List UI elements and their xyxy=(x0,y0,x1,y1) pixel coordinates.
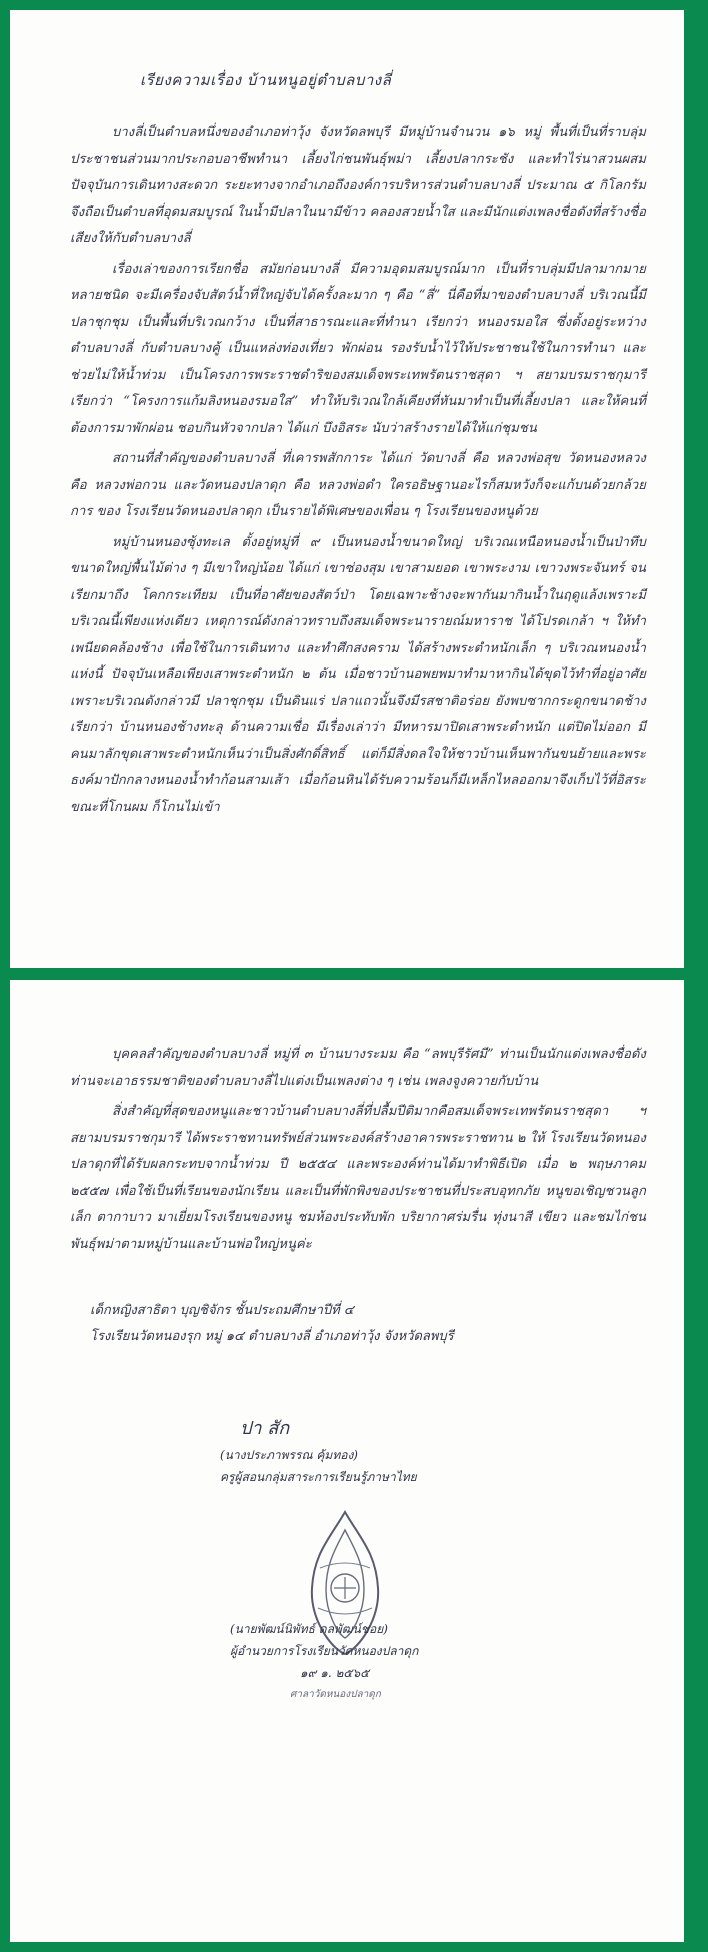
paragraph: เรื่องเล่าของการเรียกชื่อ สมัยก่อนบางลี่ มีความอุดมสมบูรณ์มาก เป็นที่ราบลุ่มมีปลามากมายหลายชนิด จะมีเครื่องจับสัตว์น้ำที่ใหญ่จับได้ครั้งละมาก ๆ คือ “ลี่” นี่คือที่มาของตำบลบางลี่ บริเวณนี้มีปลาชุกชุม เป็นพื้นที่บริเวณกว้าง เป็นที่สาธารณะและที่ทำนา เรียกว่า หนองรมอใส ซึ่งตั้งอยู่ระหว่างตำบลบางลี่ กับตำบลบางคู้ เป็นแหล่งท่องเที่ยว พักผ่อน รองรับน้ำไว้ให้ประชาชนใช้ในการทำนา และช่วยไม่ให้น้ำท่วม เป็นโครงการพระราชดำริของสมเด็จพระเทพรัตนราชสุดา ฯ สยามบรมราชกุมารี เรียกว่า “โครงการแก้มลิงหนองรมอใส” ทำให้บริเวณใกล้เคียงที่หันมาทำเป็นที่เลี้ยงปลา และให้คนที่ต้องการมาพักผ่อน ชอบกินหัวจากปลา ได้แก่ บึงอิสระ นับว่าสร้างรายได้ให้แก่ชุมชน xyxy=(70,261,646,436)
author-line: เด็กหญิงสาธิตา บุญชิจักร ชั้นประถมศึกษาปีที่ ๔ xyxy=(90,1303,354,1318)
signer-2-date: ๑๙ ๑. ๒๕๖๕ xyxy=(300,1666,370,1680)
signer-1-title: ครูผู้สอนกลุ่มสาระการเรียนรู้ภาษาไทย xyxy=(220,1470,417,1484)
signer-2-title: ผู้อำนวยการโรงเรียนวัดหนองปลาดุก xyxy=(230,1644,419,1658)
signer-2-block xyxy=(230,1618,418,1706)
paragraph: บางลี่เป็นตำบลหนึ่งของอำเภอท่าวุ้ง จังหวัดลพบุรี มีหมู่บ้านจำนวน ๑๖ หมู่ พื้นที่เป็นที่ราบลุ่ม ประชาชนส่วนมากประกอบอาชีพทำนา เลี้ยงไก่ชนพันธุ์พม่า เลี้ยงปลากระชัง และทำไร่นาสวนผสม ปัจจุบันการเดินทางสะดวก ระยะทางจากอำเภอถึงองค์การบริหารส่วนตำบลบางลี่ ประมาณ ๕ กิโลกรัม จึงถือเป็นตำบลที่อุดมสมบูรณ์ ในน้ำมีปลาในนามีข้าว คลองสวยน้ำใส และมีนักแต่งเพลงชื่อดังที่สร้างชื่อเสียงให้กับตำบลบางลี่ xyxy=(70,125,646,246)
paragraph: สิ่งสำคัญที่สุดของหนูและชาวบ้านตำบลบางลี่ที่ปลื้มปีติมากคือสมเด็จพระเทพรัตนราชสุดา ฯ สยามบรมราชกุมารี ได้พระราชทานทรัพย์ส่วนพระองค์สร้างอาคารพระราชทาน ๒ ให้ โรงเรียนวัดหนองปลาดุกที่ได้รับผลกระทบจากน้ำท่วม ปี ๒๕๕๔ และพระองค์ท่านได้มาทำพิธีเปิด เมื่อ ๒ พฤษภาคม ๒๕๕๗ เพื่อใช้เป็นที่เรียนของนักเรียน และเป็นที่พักพิงของประชาชนที่ประสบอุทกภัย หนูขอเชิญชวนลูกเล็ก ตากาบาว มาเยี่ยมโรงเรียนของหนู ชมห้องประทับพัก บริยากาศร่มรื่น ทุ่งนาสี เขียว และชมไก่ชนพันธุ์พม่าตามหมู่บ้านและบ้านพ่อใหญ่หนูค่ะ xyxy=(70,1104,646,1252)
paragraph: หมู่บ้านหนองซุ้งทะเล ตั้งอยู่หมู่ที่ ๙ เป็นหนองน้ำขนาดใหญ่ บริเวณเหนือหนองน้ำเป็นป่าทึบขนาดใหญ่พื้นไม้ต่าง ๆ มีเขาใหญ่น้อย ได้แก่ เขาซ่องสุม เขาสามยอด เขาพระงาม เขาวงพระจันทร์ จนเรียกมาถึง โคกกระเทียม เป็นที่อาศัยของสัตว์ป่า โดยเฉพาะช้างจะพากันมากินน้ำในฤดูแล้งเพราะมีบริเวณนี้เพียงแห่งเดียว เหตุการณ์ดังกล่าวทราบถึงสมเด็จพระนารายณ์มหาราช ได้โปรดเกล้า ฯ ให้ทำเพนียดคล้องช้าง เพื่อใช้ในการเดินทาง และทำศึกสงคราม ได้สร้างพระตำหนักเล็ก ๆ บริเวณหนองน้ำแห่งนี้ ปัจจุบันเหลือเพียงเสาพระตำหนัก ๒ ต้น เมื่อชาวบ้านอพยพมาทำมาหากินได้ขุดไว้ทำที่อยู่อาศัย เพราะบริเวณดังกล่าวมี ปลาชุกชุม เป็นดินแร่ ปลาแถวนั้นจึงมีรสชาติอร่อย ยังพบซากกระดูกขนาดช้าง เรียกว่า บ้านหนองช้างทะลุ ด้านความเชื่อ มีเรื่องเล่าว่า มีทหารมาปิดเสาพระตำหนัก แต่ปิดไม่ออก มีคนมาลักขุดเสาพระตำหนักเห็นว่าเป็นสิ่งศักดิ์สิทธิ์ แต่ก็มีสิ่งดลใจให้ชาวบ้านเห็นพากันขนย้ายและพระธงค์มาปักกลางหนองน้ำทำก้อนสามเส้า เมื่อก้อนหินได้รับความร้อนก็มีเหล็กไหลออกมาจึงเก็บไว้ที่อิสระ ขณะที่โกนผม ก็โกนไม่เข้า xyxy=(70,534,646,815)
author-block xyxy=(70,1298,646,1350)
signer-2-name: (นายพัฒน์นิพัทธ์ ดลพัฒน์ชอย) xyxy=(230,1622,388,1636)
seal-text: ศาลาวัดหนองปลาดุก xyxy=(290,1689,381,1700)
signer-1-name: (นางประภาพรรณ คุ้มทอง) xyxy=(220,1448,358,1462)
essay-page-1 xyxy=(10,10,684,968)
seal-area xyxy=(70,1508,646,1708)
paragraph: สถานที่สำคัญของตำบลบางลี่ ที่เคารพสักการะ ได้แก่ วัดบางลี่ คือ หลวงพ่อสุข วัดหนองหลวง คือ หลวงพ่อกวน และวัดหนองปลาดุก คือ หลวงพ่อดำ ใครอธิษฐานอะไรก็สมหวังก็จะแก้บนด้วยกล้วยการ ของ โรงเรียนวัดหนองปลาดุก เป็นรายได้พิเศษของเพื่อน ๆ โรงเรียนของหนูด้วย xyxy=(70,451,646,519)
paragraph: บุคคลสำคัญของตำบลบางลี่ หมู่ที่ ๓ บ้านบางระมม คือ “ลพบุรีรัศมี” ท่านเป็นนักแต่งเพลงชื่อดังท่านจะเอาธรรมชาติของตำบลบางลี่ไปแต่งเป็นเพลงต่าง ๆ เช่น เพลงจูงควายกับบ้าน xyxy=(70,1047,646,1089)
essay-title: เรียงความเรื่อง บ้านหนูอยู่ตำบลบางลี่ xyxy=(140,71,392,89)
school-line: โรงเรียนวัดหนองรุก หมู่ ๑๔ ตำบลบางลี่ อำเภอท่าวุ้ง จังหวัดลพบุรี xyxy=(90,1329,454,1344)
essay-page-2 xyxy=(10,980,684,1942)
handwritten-signature: ปา สัก xyxy=(240,1418,290,1439)
